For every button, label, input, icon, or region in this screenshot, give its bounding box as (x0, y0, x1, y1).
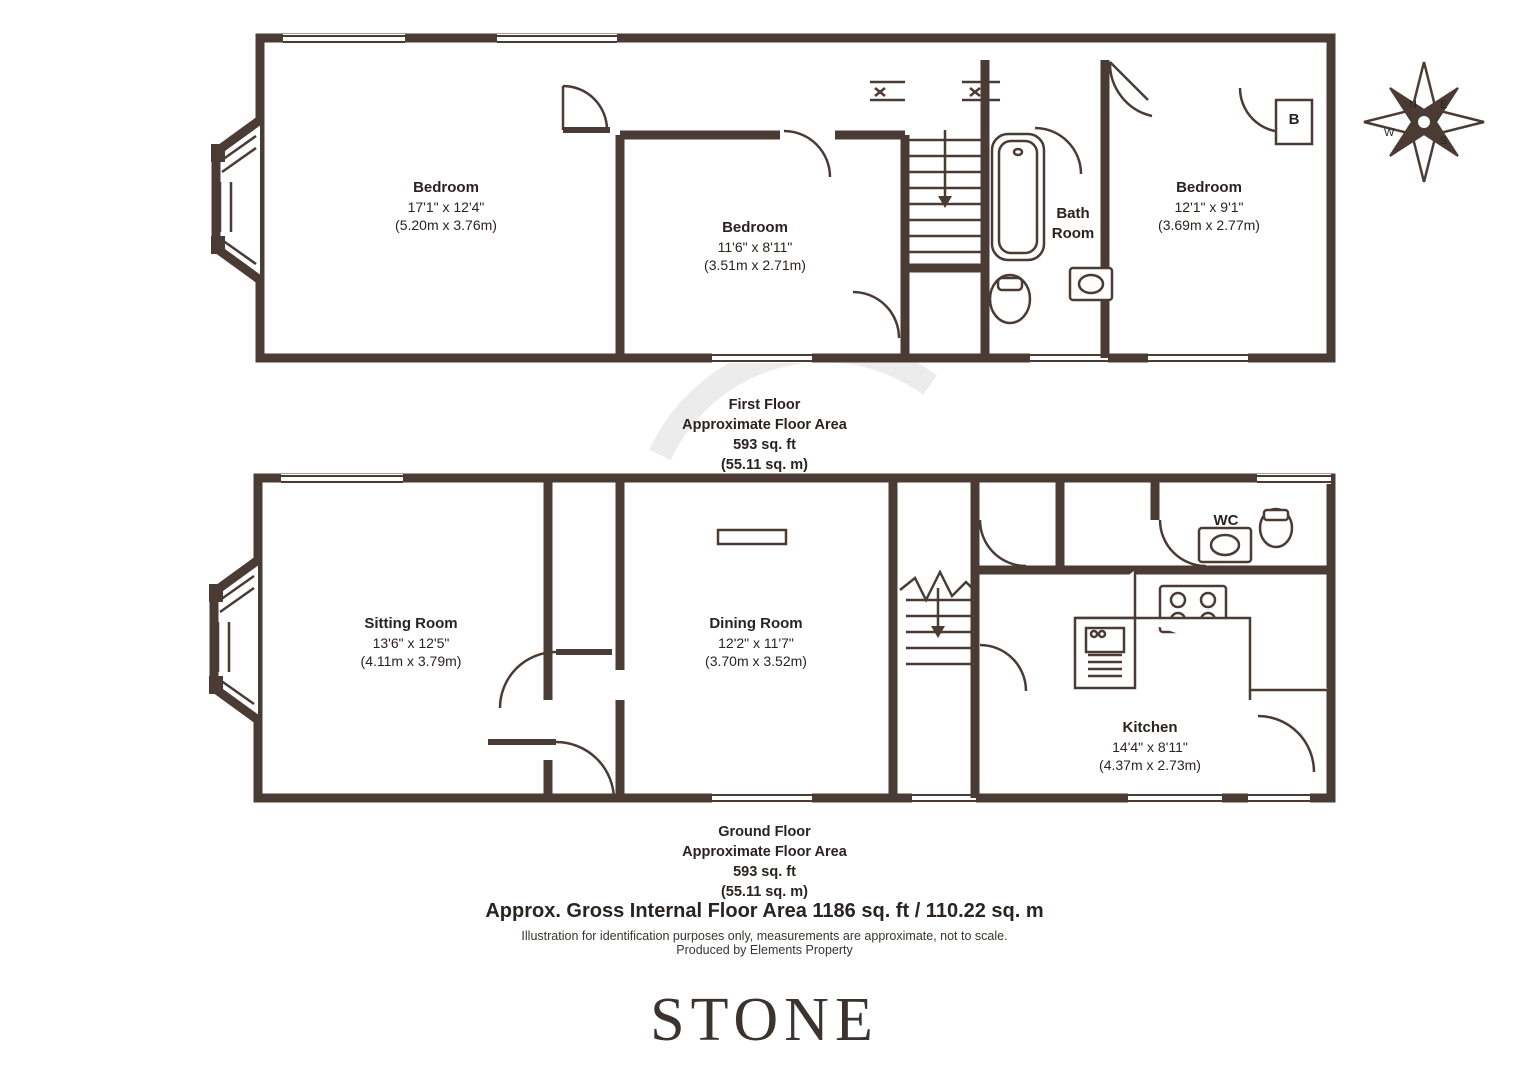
brand-name: STONE (650, 986, 879, 1054)
room-label-bedroom-3 (1101, 178, 1317, 235)
room-label-sitting-room (295, 614, 527, 671)
room-name: Dining Room (709, 615, 803, 632)
caption-line-1: Ground Floor (718, 824, 811, 840)
room-label-wc (1176, 511, 1276, 531)
svg-text:S: S (1440, 135, 1448, 147)
compass-rose (1364, 62, 1484, 182)
room-dimension-metric: (4.11m x 3.79m) (360, 653, 462, 670)
room-label-bedroom-1 (330, 178, 562, 235)
room-dimension-metric: (5.20m x 3.76m) (395, 217, 497, 234)
room-name: Bedroom (413, 179, 479, 196)
room-dimension-metric: (4.37m x 2.73m) (1099, 757, 1201, 774)
first-floor-caption (0, 395, 1529, 475)
caption-line-3: 593 sq. ft (733, 864, 796, 880)
disclaimer-line-1: Illustration for identification purposes only, measurements are approximate, not to scale. (521, 929, 1008, 943)
caption-line-3: 593 sq. ft (733, 437, 796, 453)
svg-text:N: N (1409, 99, 1417, 111)
caption-line-4: (55.11 sq. m) (720, 884, 809, 900)
room-label-dining-room (640, 614, 872, 671)
disclaimer-line-2: Produced by Elements Property (676, 943, 853, 957)
caption-line-4: (55.11 sq. m) (720, 457, 809, 473)
caption-line-2: Approximate Floor Area (682, 844, 847, 860)
room-name: B (1288, 111, 1300, 128)
room-dimension-metric: (3.51m x 2.71m) (704, 257, 806, 274)
room-dimension-imperial: 14'4" x 8'11" (1112, 738, 1188, 755)
caption-line-1: First Floor (728, 397, 801, 413)
room-name: Bedroom (722, 219, 788, 236)
svg-text:W: W (1384, 127, 1395, 139)
room-dimension-imperial: 12'2" x 11'7" (718, 634, 794, 651)
room-dimension-metric: (3.70m x 3.52m) (705, 653, 807, 670)
caption-line-2: Approximate Floor Area (682, 417, 847, 433)
room-dimension-metric: (3.69m x 2.77m) (1158, 217, 1260, 234)
room-name: Kitchen (1122, 719, 1178, 736)
room-name-line1: Bath (1056, 205, 1090, 222)
room-dimension-imperial: 11'6" x 8'11" (717, 238, 793, 255)
svg-text:E: E (1440, 99, 1448, 111)
room-label-bedroom-2 (639, 218, 871, 275)
room-label-boiler-cupboard (1276, 110, 1312, 130)
room-name: WC (1213, 512, 1239, 529)
room-name-line2: Room (1051, 224, 1095, 242)
gross-internal-area: Approx. Gross Internal Floor Area 1186 sq. ft / 110.22 sq. m (485, 900, 1044, 922)
brand-logo (0, 985, 1529, 1056)
room-name: Sitting Room (364, 615, 458, 632)
room-name: Bedroom (1176, 179, 1242, 196)
room-dimension-imperial: 12'1" x 9'1" (1174, 198, 1244, 215)
ground-floor-caption (0, 822, 1529, 902)
room-dimension-imperial: 17'1" x 12'4" (407, 198, 485, 215)
room-dimension-imperial: 13'6" x 12'5" (372, 634, 450, 651)
room-label-kitchen (1034, 718, 1266, 775)
